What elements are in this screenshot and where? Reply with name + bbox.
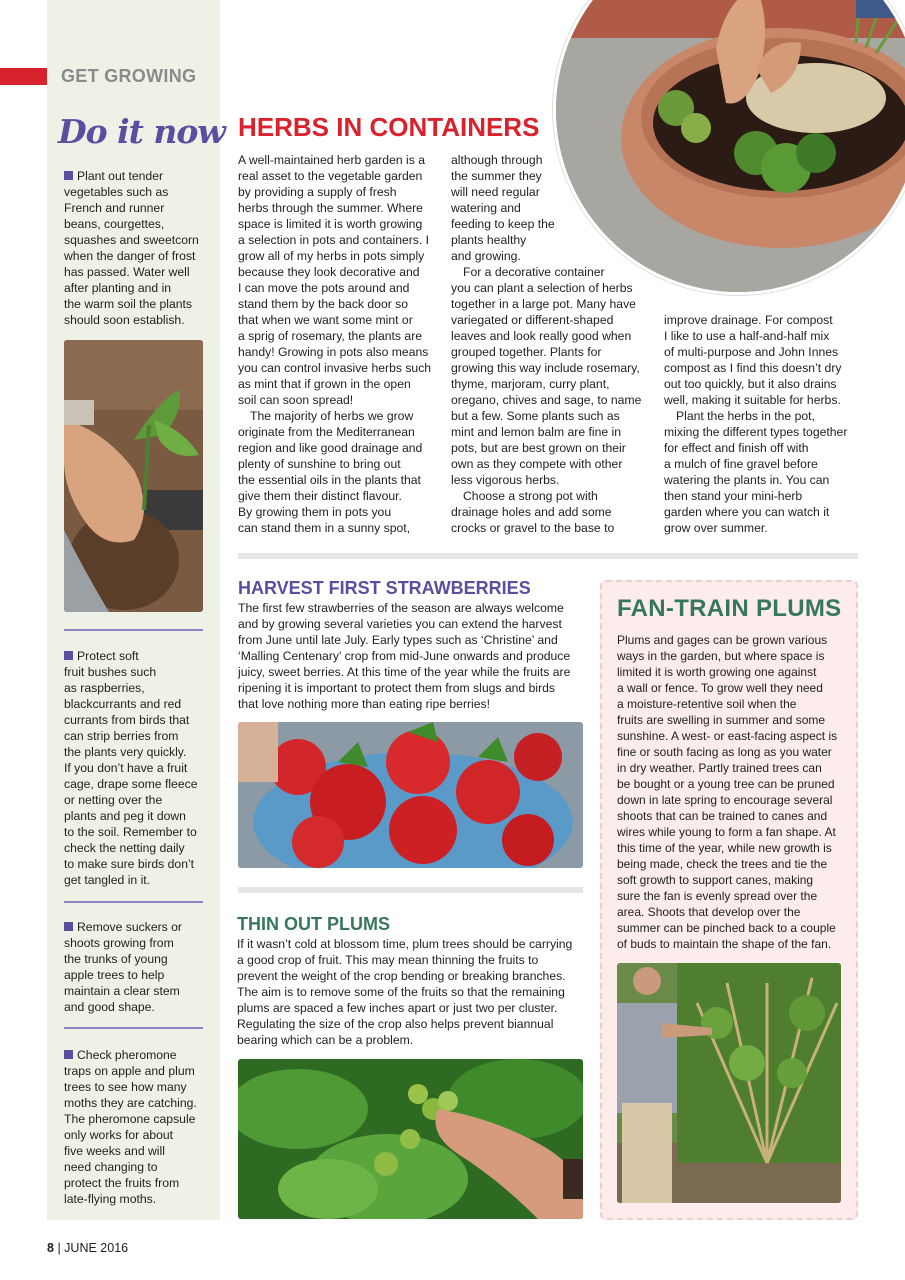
text-line: maintain a clear stem xyxy=(64,984,180,998)
text-line: or netting over the xyxy=(64,793,163,807)
text-line xyxy=(64,168,206,184)
text-line: wires while young to form a fan shape. At xyxy=(617,825,836,839)
section-label: GET GROWING xyxy=(61,66,197,86)
fan-plums-heading: FAN-TRAIN PLUMS xyxy=(617,595,842,622)
text-line: watering and xyxy=(451,201,521,215)
text-line: Plums and gages can be grown various xyxy=(617,633,828,647)
text-line: squashes and sweetcorn xyxy=(64,233,199,247)
text-line: plants healthy xyxy=(451,233,527,247)
issue-date: JUNE 2016 xyxy=(64,1241,129,1255)
text-line: can strip berries from xyxy=(64,729,179,743)
text-line: growing this way include rosemary, xyxy=(451,361,640,375)
text-line: By growing them in pots you xyxy=(238,505,392,519)
text-line: grow all of my herbs in pots simply xyxy=(238,249,425,263)
text-line: plums are spaced a few inches apart or just two per cluster. xyxy=(237,1001,558,1015)
text-line: give them their distinct flavour. xyxy=(238,489,402,503)
text-line: Protect soft xyxy=(77,649,139,663)
text-line: to make sure birds don’t xyxy=(64,857,195,871)
thin-plums-heading: THIN OUT PLUMS xyxy=(237,914,390,934)
text-line: a mulch of fine gravel before xyxy=(664,457,818,471)
sidebar-divider xyxy=(64,629,203,631)
strawberries-body xyxy=(238,600,588,712)
herbs-heading: HERBS IN CONTAINERS xyxy=(238,112,540,142)
text-line: should soon establish. xyxy=(64,313,185,327)
text-line: Regulating the size of the crop also helps prevent biannual xyxy=(237,1017,554,1031)
text-line: mint and lemon balm are fine in xyxy=(451,425,622,439)
text-line: check the netting daily xyxy=(64,841,185,855)
text-line: real asset to the vegetable garden xyxy=(238,169,423,183)
text-line: I like to use a half-and-half mix xyxy=(664,329,830,343)
section-divider xyxy=(238,887,583,893)
text-line: cage, drape some fleece xyxy=(64,777,198,791)
text-line: moths they are catching. xyxy=(64,1096,197,1110)
text-line: you can plant a selection of herbs xyxy=(451,281,633,295)
text-line: then stand your mini-herb xyxy=(664,489,803,503)
text-line: French and runner xyxy=(64,201,165,215)
text-line: can stand them in a sunny spot, xyxy=(238,521,411,535)
text-line: this time of the year, while new growth is xyxy=(617,841,832,855)
text-line: to the soil. Remember to xyxy=(64,825,197,839)
text-line: and growing. xyxy=(451,249,521,263)
text-line: I can move the pots around and xyxy=(238,281,410,295)
bullet-square-icon xyxy=(64,1050,73,1059)
text-line: compost as I find this doesn’t dry xyxy=(664,361,842,375)
text-line: feeding to keep the xyxy=(451,217,555,231)
text-line: five weeks and will xyxy=(64,1144,165,1158)
text-line xyxy=(64,648,206,664)
text-line: pots, but are best grown on their xyxy=(451,441,626,455)
text-line: after planting and in xyxy=(64,281,172,295)
text-line: Choose a strong pot with xyxy=(463,489,598,503)
footer-separator: | xyxy=(57,1241,61,1255)
text-line: area. Shoots that develop over the xyxy=(617,905,801,919)
text-line: the essential oils in the plants that xyxy=(238,473,421,487)
text-line: garden where you can watch it xyxy=(664,505,830,519)
text-line: own as they compete with other xyxy=(451,457,623,471)
text-line: a good crop of fruit. This may mean thinning the fruits to xyxy=(237,953,539,967)
text-line: bearing which can be a problem. xyxy=(237,1033,414,1047)
text-line: The majority of herbs we grow xyxy=(250,409,414,423)
text-line: get tangled in it. xyxy=(64,873,151,887)
text-line: fruit bushes such xyxy=(64,665,157,679)
text-line: trees to see how many xyxy=(64,1080,187,1094)
text-line: will need regular xyxy=(451,185,540,199)
text-line: in dry weather. Partly trained trees can xyxy=(617,761,822,775)
text-line: watering the plants in. You can xyxy=(664,473,830,487)
text-line: soft growth to support canes, making xyxy=(617,873,814,887)
text-line: A well-maintained herb garden is a xyxy=(238,153,425,167)
text-line: currants from birds that xyxy=(64,713,190,727)
sidebar-title: Do it now xyxy=(58,112,225,151)
text-line: herbs through the summer. Where xyxy=(238,201,423,215)
text-line: ‘Malling Centenary’ crop from mid-June onwards and produce xyxy=(238,649,571,663)
text-line: but a few. Some plants such as xyxy=(451,409,620,423)
text-line: as mint that if grown in the open xyxy=(238,377,411,391)
text-line: traps on apple and plum xyxy=(64,1064,195,1078)
text-line: that when we want some mint or xyxy=(238,313,413,327)
text-line: mixing the different types together xyxy=(664,425,848,439)
text-line: need changing to xyxy=(64,1160,158,1174)
text-line: Plant out tender xyxy=(77,169,164,183)
text-line: summer can be pinched back to a couple xyxy=(617,921,836,935)
plum-thinning-photo xyxy=(238,1059,583,1219)
text-line: sunshine. A west- or east-facing aspect is xyxy=(617,729,838,743)
text-line: improve drainage. For compost xyxy=(664,313,833,327)
tip-1 xyxy=(64,168,206,328)
text-line: prevent the weight of the crop bending or breaking branches. xyxy=(237,969,566,983)
text-line: down in late spring to encourage several xyxy=(617,793,833,807)
tip-4 xyxy=(64,1047,206,1207)
text-line: originate from the Mediterranean xyxy=(238,425,415,439)
text-line: juicy, sweet berries. At this time of the year while the fruits are xyxy=(238,665,571,679)
text-line: handy! Growing in pots also means xyxy=(238,345,429,359)
text-line: The first few strawberries of the season are always welcome xyxy=(238,601,564,615)
text-line: vegetables such as xyxy=(64,185,169,199)
text-line: soil can soon spread! xyxy=(238,393,354,407)
text-line: beans, courgettes, xyxy=(64,217,165,231)
bullet-square-icon xyxy=(64,651,73,660)
text-line: crocks or gravel to the base to xyxy=(451,521,615,535)
strawberries-photo xyxy=(238,722,583,868)
text-line: For a decorative container xyxy=(463,265,605,279)
text-line: as raspberries, xyxy=(64,681,145,695)
page-footer xyxy=(47,1241,128,1255)
text-line: fruits are swelling in summer and some xyxy=(617,713,826,727)
fan-plums-body xyxy=(617,632,853,952)
strawberries-heading: HARVEST FIRST STRAWBERRIES xyxy=(238,578,531,598)
text-line: a moisture-retentive soil when the xyxy=(617,697,797,711)
text-line: leaves and look really good when xyxy=(451,329,632,343)
text-line: oregano, chives and sage, to name xyxy=(451,393,642,407)
text-line: ripening it is important to protect them from slugs and birds xyxy=(238,681,556,695)
text-line: the trunks of young xyxy=(64,952,168,966)
text-line: has passed. Water well xyxy=(64,265,190,279)
text-line: be bought or a young tree can be pruned xyxy=(617,777,835,791)
text-line: If it wasn’t cold at blossom time, plum trees should be carrying xyxy=(237,937,573,951)
sidebar-divider xyxy=(64,1027,203,1029)
text-line: blackcurrants and red xyxy=(64,697,182,711)
text-line: late-flying moths. xyxy=(64,1192,157,1206)
text-line: the summer they xyxy=(451,169,542,183)
text-line: although through xyxy=(451,153,543,167)
bean-planting-photo xyxy=(64,340,203,612)
text-line: protect the fruits from xyxy=(64,1176,180,1190)
text-line: a sprig of rosemary, the plants are xyxy=(238,329,423,343)
text-line: for effect and finish off with xyxy=(664,441,809,455)
text-line: stand them by the back door so xyxy=(238,297,409,311)
text-line: grouped together. Plants for xyxy=(451,345,602,359)
text-line: apple trees to help xyxy=(64,968,165,982)
text-line: The pheromone capsule xyxy=(64,1112,196,1126)
text-line: by providing a supply of fresh xyxy=(238,185,397,199)
text-line: because they look decorative and xyxy=(238,265,420,279)
fan-trained-plum-photo xyxy=(617,963,841,1203)
sidebar-divider xyxy=(64,901,203,903)
page-number: 8 xyxy=(47,1241,54,1255)
text-line: thyme, marjoram, curry plant, xyxy=(451,377,610,391)
herbs-column-3 xyxy=(664,312,864,536)
text-line: being made, check the trees and tie the xyxy=(617,857,828,871)
text-line: sure the fan is evenly spread over the xyxy=(617,889,818,903)
bullet-square-icon xyxy=(64,171,73,180)
text-line: out too quickly, but it also drains xyxy=(664,377,837,391)
herbs-column-1 xyxy=(238,152,438,536)
text-line: the warm soil the plants xyxy=(64,297,193,311)
text-line: a wall or fence. To grow well they need xyxy=(617,681,823,695)
text-line: the plants very quickly. xyxy=(64,745,187,759)
text-line: shoots that can be trained to canes and xyxy=(617,809,828,823)
text-line: region and like good drainage and xyxy=(238,441,423,455)
tip-3 xyxy=(64,919,206,1015)
text-line xyxy=(64,919,206,935)
tip-2 xyxy=(64,648,206,888)
text-line: space is limited it is worth growing xyxy=(238,217,423,231)
text-line: limited it is worth growing one against xyxy=(617,665,817,679)
text-line: together in a large pot. Many have xyxy=(451,297,636,311)
text-line xyxy=(64,1047,206,1063)
text-line: plenty of sunshine to bring out xyxy=(238,457,401,471)
bullet-square-icon xyxy=(64,922,73,931)
text-line: variegated or different-shaped xyxy=(451,313,614,327)
text-line: plants and peg it down xyxy=(64,809,186,823)
text-line: shoots growing from xyxy=(64,936,174,950)
thin-plums-body xyxy=(237,936,587,1048)
text-line: and by growing several varieties you can extend the harvest xyxy=(238,617,562,631)
text-line: ways in the garden, but where space is xyxy=(617,649,825,663)
section-divider xyxy=(238,553,858,559)
text-line: well, making it suitable for herbs. xyxy=(664,393,841,407)
text-line: If you don’t have a fruit xyxy=(64,761,188,775)
text-line: Plant the herbs in the pot, xyxy=(676,409,815,423)
text-line: grow over summer. xyxy=(664,521,768,535)
text-line: drainage holes and add some xyxy=(451,505,612,519)
text-line: The aim is to remove some of the fruits so that the remaining xyxy=(237,985,565,999)
text-line: a selection in pots and containers. I xyxy=(238,233,430,247)
text-line: from June until late July. Early types such as ‘Christine’ and xyxy=(238,633,558,647)
herbs-column-2 xyxy=(451,152,651,536)
text-line: of buds to maintain the shape of the fan. xyxy=(617,937,832,951)
text-line: when the danger of frost xyxy=(64,249,196,263)
text-line: only works for about xyxy=(64,1128,174,1142)
section-marker xyxy=(0,68,47,85)
text-line: and good shape. xyxy=(64,1000,155,1014)
text-line: of multi-purpose and John Innes xyxy=(664,345,839,359)
text-line: fine or south facing as long as you water xyxy=(617,745,832,759)
text-line: you can control invasive herbs such xyxy=(238,361,432,375)
text-line: that love nothing more than eating ripe berries! xyxy=(238,697,491,711)
text-line: Remove suckers or xyxy=(77,920,182,934)
text-line: less vigorous herbs. xyxy=(451,473,560,487)
text-line: Check pheromone xyxy=(77,1048,177,1062)
